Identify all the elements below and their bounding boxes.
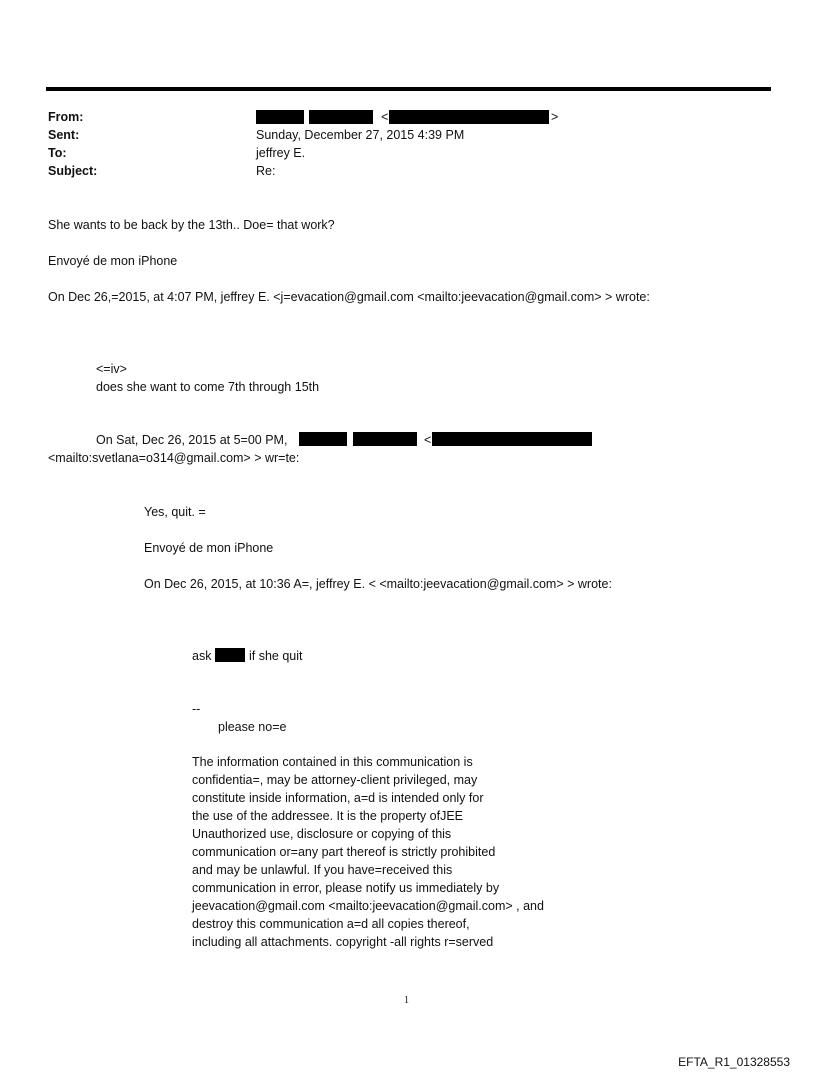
quote1-mailto: <mailto:svetlana=o314@gmail.com> > wr=te:	[48, 451, 300, 465]
body-line-3: On Dec 26,=2015, at 4:07 PM, jeffrey E. <j=evacation@gmail.com <mailto:jeevacation@gmail.com> > wrote:	[48, 290, 650, 304]
redaction-from-email	[389, 110, 549, 124]
redaction-q1-email	[432, 432, 592, 446]
from-label: From:	[48, 110, 84, 124]
quote1-text: does she want to come 7th through 15th	[96, 380, 320, 394]
subject-label: Subject:	[48, 164, 98, 178]
quote1-on-lt: <	[424, 433, 432, 447]
subject-value: Re:	[256, 164, 276, 178]
quote3-ask: ask	[192, 649, 212, 663]
to-label: To:	[48, 146, 67, 160]
to-value: jeffrey E.	[256, 146, 306, 160]
sent-value: Sunday, December 27, 2015 4:39 PM	[256, 128, 465, 142]
from-lt: <	[381, 110, 389, 124]
signature-dashes: --	[192, 702, 201, 716]
document-id: EFTA_R1_01328553	[678, 1055, 790, 1069]
quote1-div: <=iv>	[96, 362, 127, 376]
quote1-on-prefix: On Sat, Dec 26, 2015 at 5=00 PM,	[96, 433, 288, 447]
page-number: 1	[404, 995, 409, 1006]
quote2-line-2: Envoyé de mon iPhone	[144, 541, 274, 555]
disclaimer-text: The information contained in this communication is confidentia=, may be attorney-client privileged, may constitute inside information, a=d is intended only for the use of the addressee. It is the property ofJEE Unauthorized use, disclosure or copying of this communication or=any part thereof is strictly prohibited and may be unlawful. If you have=received this communication in error, please notify us immediately by jeevacation@gmail.com <mailto:jeevacation@gmail.com> , and destroy this communication a=d all copies thereof, including all attachments. copyright -all rights r=served	[192, 755, 544, 949]
redaction-from-first	[256, 110, 304, 124]
quote2-line-3: On Dec 26, 2015, at 10:36 A=, jeffrey E. < <mailto:jeevacation@gmail.com> > wrote:	[144, 577, 612, 591]
from-gt: >	[551, 110, 559, 124]
redaction-q1-first	[299, 432, 347, 446]
sent-label: Sent:	[48, 128, 80, 142]
redaction-q1-last	[353, 432, 417, 446]
header-rule	[46, 87, 771, 91]
redaction-q3-name	[215, 648, 245, 662]
signature-please: please no=e	[218, 720, 287, 734]
quote3-rest: if she quit	[249, 649, 303, 663]
quote2-line-1: Yes, quit. =	[144, 505, 206, 519]
body-line-2: Envoyé de mon iPhone	[48, 254, 178, 268]
redaction-from-last	[309, 110, 373, 124]
body-line-1: She wants to be back by the 13th.. Doe= that work?	[48, 218, 335, 232]
